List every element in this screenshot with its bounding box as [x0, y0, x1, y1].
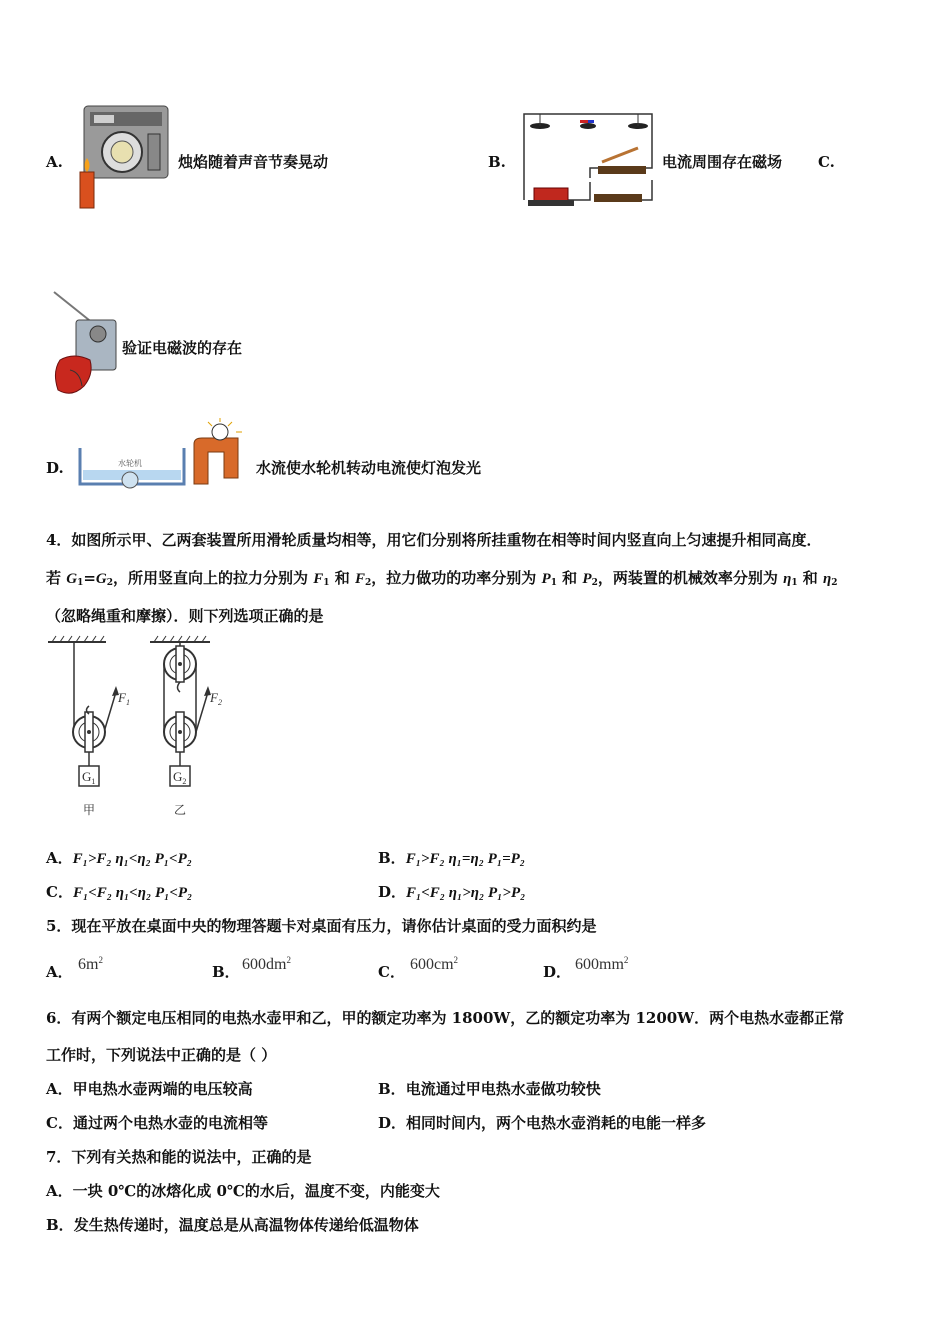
q5-option-d[interactable]: $600mm^2$	[575, 955, 629, 973]
current-magnet-circuit-image	[518, 108, 658, 210]
q6-option-c[interactable]: C．通过两个电热水壶的电流相等	[46, 1114, 268, 1132]
q3-option-d-letter: D.	[46, 459, 64, 477]
q3-option-b-caption: 电流周围存在磁场	[662, 153, 783, 171]
q3-option-a-letter: A.	[46, 153, 63, 171]
q7-stem: 7．下列有关热和能的说法中，正确的是	[46, 1148, 312, 1166]
water-turbine-label: 水轮机	[118, 459, 142, 468]
g2-label: $G_2$	[173, 769, 187, 786]
pulley-figure	[46, 636, 236, 822]
q4-stem-line2: 若 $G_1=G_2$，所用竖直向上的拉力分别为 $F_1$ 和 $F_2$，拉力做功的功率分别为 $P_1$ 和 $P_2$，两装置的机械效率分别为 $\eta_1$ 和 $\eta_2$	[46, 569, 838, 588]
q6-option-d[interactable]: D．相同时间内，两个电热水壶消耗的电能一样多	[378, 1114, 707, 1132]
q5-option-b[interactable]: $600dm^2$	[242, 955, 291, 973]
q6-stem-line1: 6．有两个额定电压相同的电热水壶甲和乙，甲的额定功率为 1800W，乙的额定功率为 1200W．两个电热水壶都正常	[46, 1009, 845, 1027]
q4-option-c[interactable]: C．F₁<F₂ η₁<η₂ P₁<P₂	[46, 883, 193, 901]
yi-label: 乙	[174, 803, 187, 817]
q7-option-a[interactable]: A．一块 0℃的冰熔化成 0℃的水后，温度不变，内能变大	[46, 1182, 440, 1200]
radio-em-wave-image	[50, 290, 122, 400]
q6-option-b[interactable]: B．电流通过甲电热水壶做功较快	[378, 1080, 601, 1098]
q5-option-c[interactable]: $600cm^2$	[410, 955, 459, 973]
water-turbine-image	[74, 418, 252, 490]
q3-option-c-caption: 验证电磁波的存在	[122, 339, 243, 357]
jia-label: 甲	[83, 803, 96, 817]
q5-stem: 5．现在平放在桌面中央的物理答题卡对桌面有压力，请你估计桌面的受力面积约是	[46, 917, 597, 935]
f1-label: $F_1$	[118, 690, 130, 707]
q5-option-d-letter: D．	[543, 963, 572, 981]
q5-option-a-letter: A．	[46, 963, 73, 981]
q6-stem-line2: 工作时，下列说法中正确的是（ ）	[46, 1046, 277, 1064]
q4-option-d[interactable]: D．F₁<F₂ η₁>η₂ P₁>P₂	[378, 883, 526, 901]
q4-stem-line1: 4．如图所示甲、乙两套装置所用滑轮质量均相等，用它们分别将所挂重物在相等时间内竖直向上匀速提升相同高度．	[46, 531, 822, 549]
f2-label: $F_2$	[210, 690, 222, 707]
q6-option-a[interactable]: A．甲电热水壶两端的电压较高	[46, 1080, 253, 1098]
q5-option-a[interactable]: $6m^2$	[78, 955, 103, 973]
g1-label: $G_1$	[82, 769, 96, 786]
q4-option-b[interactable]: B．F₁>F₂ η₁=η₂ P₁=P₂	[378, 849, 526, 867]
q3-option-b-letter: B.	[488, 153, 506, 171]
radio-candle-image	[76, 100, 176, 212]
q3-option-a-caption: 烛焰随着声音节奏晃动	[178, 153, 329, 171]
q4-option-a[interactable]: A．F₁>F₂ η₁<η₂ P₁<P₂	[46, 849, 192, 867]
q3-option-d-caption: 水流使水轮机转动电流使灯泡发光	[256, 459, 482, 477]
q4-stem-line3: （忽略绳重和摩擦）．则下列选项正确的是	[46, 607, 324, 625]
q5-option-b-letter: B．	[212, 963, 240, 981]
q7-option-b[interactable]: B．发生热传递时，温度总是从高温物体传递给低温物体	[46, 1216, 419, 1234]
q5-option-c-letter: C．	[378, 963, 405, 981]
q3-option-c-letter: C.	[818, 153, 835, 171]
